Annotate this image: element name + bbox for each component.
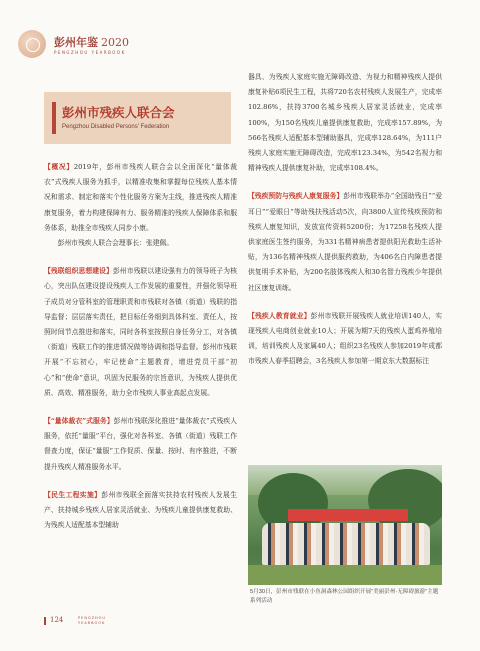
yearbook-subtitle: PENGZHOU YEARBOOK [54,50,126,55]
yearbook-title-text: 彭州年鉴 [54,36,98,49]
photo-banner-sign [288,509,408,521]
yearbook-year: 2020 [101,36,129,49]
section-heading: 【“量体裁衣”式服务】 [44,417,114,426]
photo-group [262,523,430,565]
paragraph-rehabilitation [248,189,442,295]
banner-subtitle: Pengzhou Disabled Persons' Federation [62,124,170,130]
paragraph-text: 彭州市残联深化推进“量体裁衣”式残疾人服务，依托“量服”平台，强化对各科室、各镇（街道）残联工作督查力度，保证“量服”工作促质、保量、按时、有序推进，不断提升残疾人精准服务水平。 [44,417,237,471]
section-heading: 【残疾预防与残疾人康复服务】 [248,192,344,201]
paragraph-organization [44,264,237,401]
right-column [248,70,442,370]
footer-sub-line1: PENGZHOU [78,616,106,620]
paragraph-text: 彭州市残联开展残疾人就业培训140人，实现残疾人电商创业就业10人；开展为期7天的残疾人蛋鸡养殖培训，培训残疾人及家属40人；组织23名残疾人参加2019年成都市残疾人春季招聘会，3名残疾人参加第一期京东大数据标注 [248,311,443,366]
section-heading: 【概况】 [44,163,74,171]
paragraph-tailored-service [44,414,237,475]
paragraph-employment [248,309,442,370]
paragraph-text: 彭州市残联举办“全国助残日”“爱耳日”“爱眼日”等助残扶残活动5次，向3800人宣传残疾预防和残疾人康复知识，发放宣传资料5200份；为17258名残疾人提供家庭医生签约服务，为331名精神病患者提供阳光救助生活补贴，为136名精神残疾人提供服药救助，为406名白内障患者提供复明手术补贴，为200名肢体残疾人和30名智力残疾少年提供社区康复训练。 [248,192,442,292]
footer-accent [44,617,46,625]
section-heading: 【民生工程实施】 [44,490,102,499]
paragraph-text: 2019年，彭州市残疾人联合会以全面深化“量体裁衣”式残疾人服务为抓手，以精准收集和掌握每位残疾人基本情况和需求、制定和落实个性化服务方案为主线，推进残疾人精准康复服务，着力构建保障有力、服务精准的残疾人保障体系和服务体系，助推全市残疾人同步小康。 [44,163,237,232]
paragraph-director [44,236,237,251]
yearbook-logo-icon [18,30,46,58]
paragraph-text: 彭州市残疾人联合会理事长：张建佩。 [57,239,174,248]
banner-accent-bar [52,102,56,134]
paragraph-text: 器具、为残疾人家庭实施无障碍改造、为视力和精神残疾人提供康复补贴6项民生工程，共将720名农村残疾人发展生产，完成率102.86%，扶持3700名城乡残疾人居家灵活就业，完成率100%，为150名残疾儿童提供康复救助，完成率157.89%，为566名残疾人适配基本型辅助器具，完成率128.64%，为111户残疾人家庭实施无障碍改造，完成率123.34%，为542名视力和精神残疾人提供康复补助，完成率108.4%。 [248,73,443,173]
photo-ground [248,565,442,585]
paragraph-text: 彭州市残联全面落实扶持农村残疾人发展生产、扶持城乡残疾人居家灵活就业、为残疾儿童提供康复救助、为残疾人适配基本型辅助 [44,490,238,530]
section-heading: 【残联组织思想建设】 [44,267,113,276]
section-heading: 【残疾人教育就业】 [248,311,311,320]
photo-tree [368,469,442,531]
footer-subtitle [78,616,106,626]
yearbook-title [54,34,129,50]
banner-title: 彭州市残疾人联合会 [62,105,175,120]
left-column [44,160,237,533]
event-photo [248,465,442,585]
paragraph-livelihood [44,488,237,534]
section-banner [44,92,231,144]
page-number: 124 [50,616,64,624]
paragraph-livelihood-cont [248,70,442,176]
paragraph-text: 彭州市残联以建设强有力的领导班子为核心，突出队伍建设提设残疾人工作发展的重要性，并强化领导班子成员对分管科室的管理职责和市残联对各镇（街道）残联的指导监督；层层落实责任，把目标任务细到具体科室、责任人，按照时间节点推进和落实，同时各科室按照自身任务分工，对各镇（街道）残联工作的推进情况做等协调和指导监督。彭州市残联开展“不忘初心，牢记使命”主题教育，增进党员干部“初心”和“使命”意识，巩固为民服务的宗旨意识，为残疾人提供优质、高效、精准服务，助力全市残疾人事业高起点发展。 [44,267,238,397]
footer-sub-line2: YEARBOOK [78,621,106,625]
paragraph-overview [44,160,237,236]
photo-caption: 5月30日，彭州市残联在小鱼洞森林公园组织开展“美丽彭州·无障碍旅游”主题系列活动 [250,589,439,604]
yearbook-header [18,30,158,66]
